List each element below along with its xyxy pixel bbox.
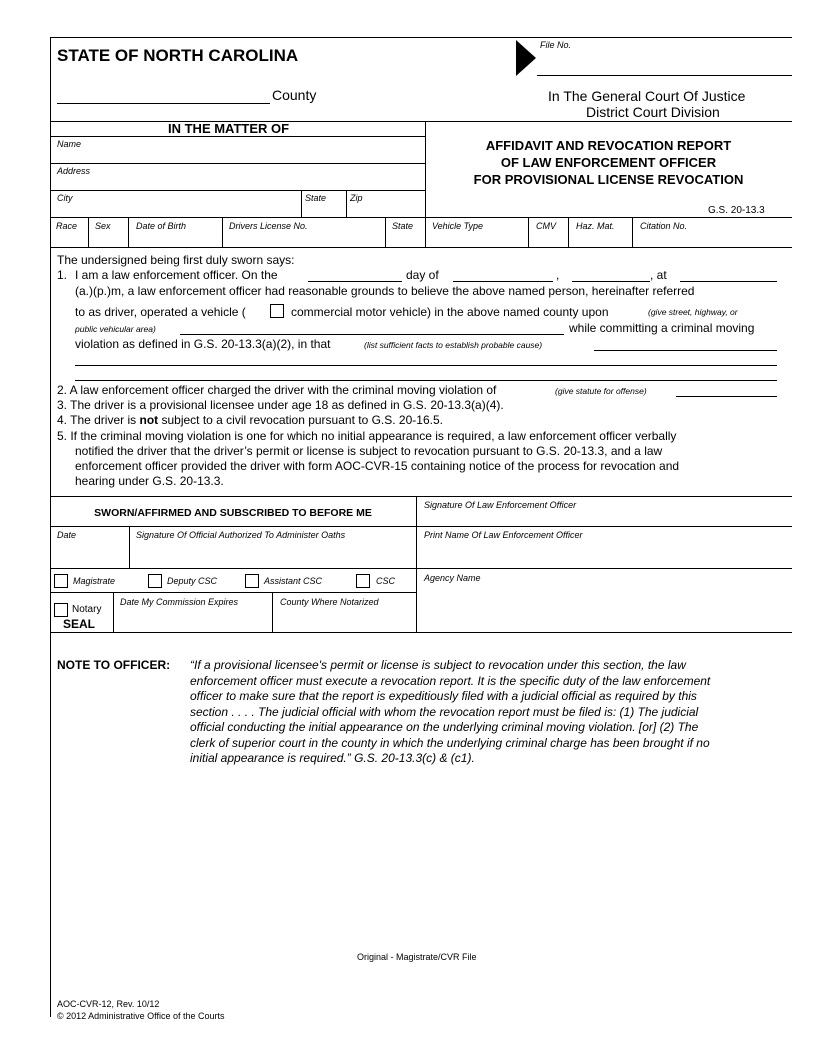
p1-text-a: I am a law enforcement officer. On the	[75, 268, 278, 282]
left-border	[50, 37, 51, 1017]
facts-field-2[interactable]	[75, 365, 777, 366]
city-label: City	[57, 193, 73, 203]
print-name-label: Print Name Of Law Enforcement Officer	[424, 530, 583, 540]
p5-line-4: hearing under G.S. 20-13.3.	[75, 474, 224, 488]
assistant-csc-label: Assistant CSC	[264, 576, 323, 586]
divider	[113, 592, 114, 632]
file-no-arrow-icon	[516, 40, 536, 76]
statute-ref: G.S. 20-13.3	[708, 205, 765, 216]
divider	[50, 163, 425, 164]
p1-text-i: violation as defined in G.S. 20-13.3(a)(2), in that	[75, 337, 331, 351]
divider	[50, 247, 792, 248]
p1-number: 1.	[57, 268, 68, 282]
csc-checkbox[interactable]	[356, 574, 370, 588]
zip-label: Zip	[350, 193, 363, 203]
p1-text-h: while committing a criminal moving	[569, 321, 755, 335]
csc-label: CSC	[376, 576, 396, 586]
p1-hint-i: (list sufficient facts to establish probable cause)	[364, 340, 543, 350]
state-label: State	[305, 193, 327, 203]
day-field[interactable]	[308, 281, 402, 282]
divider	[50, 568, 416, 569]
county-field[interactable]	[57, 103, 270, 104]
address-label: Address	[57, 166, 91, 176]
p5-line-2: notified the driver that the driver’s permit or license is subject to revocation pursuant to G.S. 20-13.3, and a law	[75, 444, 663, 458]
p4-text-a: 4. The driver is	[57, 413, 140, 427]
p1-hint-h: public vehicular area)	[75, 324, 156, 334]
notary-label: Notary	[72, 604, 102, 615]
magistrate-label: Magistrate	[73, 576, 116, 586]
assistant-csc-checkbox[interactable]	[245, 574, 259, 588]
report-title-line-1: AFFIDAVIT AND REVOCATION REPORT	[485, 138, 732, 153]
sig-official-label: Signature Of Official Authorized To Administer Oaths	[136, 530, 346, 540]
state-title: STATE OF NORTH CAROLINA	[57, 46, 299, 65]
note-line-3: officer to make sure that the report is expeditiously filed with a judicial official as required by this	[190, 689, 697, 703]
file-no-label: File No.	[540, 40, 572, 50]
commission-label: Date My Commission Expires	[120, 597, 239, 607]
divider	[129, 526, 130, 568]
notary-checkbox[interactable]	[54, 603, 68, 617]
month-field[interactable]	[453, 281, 553, 282]
agency-label: Agency Name	[424, 573, 481, 583]
facts-field-1[interactable]	[594, 350, 777, 351]
divider	[416, 496, 417, 632]
year-field[interactable]	[572, 281, 650, 282]
divider	[416, 526, 792, 527]
p3-text: 3. The driver is a provisional licensee under age 18 as defined in G.S. 20-13.3(a)(4).	[57, 398, 504, 412]
location-field[interactable]	[180, 334, 564, 335]
note-label: NOTE TO OFFICER:	[57, 658, 171, 672]
form-number: AOC-CVR-12, Rev. 10/12	[57, 999, 160, 1009]
p1-hint-g: (give street, highway, or	[648, 307, 738, 317]
divider	[50, 632, 792, 633]
top-border	[50, 37, 792, 38]
cmv-label: CMV	[536, 221, 556, 231]
divider	[416, 568, 792, 569]
divider	[50, 217, 792, 218]
file-no-field[interactable]	[537, 75, 792, 76]
license-state-label: State	[392, 221, 414, 231]
p1-text-f: to as driver, operated a vehicle (	[75, 305, 246, 319]
citation-label: Citation No.	[640, 221, 688, 231]
p1-text-c: ,	[556, 268, 560, 282]
note-line-1: “If a provisional licensee's permit or license is subject to revocation under this section, the law	[190, 658, 686, 672]
dob-label: Date of Birth	[136, 221, 187, 231]
divider	[301, 190, 302, 217]
date-label: Date	[57, 530, 77, 540]
intro-text: The undersigned being first duly sworn says:	[57, 253, 295, 267]
seal-label: SEAL	[63, 617, 96, 631]
divider	[528, 217, 529, 247]
p4-text-b: not	[139, 413, 159, 427]
p4-text-c: subject to a civil revocation pursuant to G.S. 20-16.5.	[158, 413, 443, 427]
p2-text: 2. A law enforcement officer charged the driver with the criminal moving violation of	[57, 383, 497, 397]
vehicle-type-label: Vehicle Type	[432, 221, 484, 231]
p4-text	[57, 413, 443, 427]
divider	[632, 217, 633, 247]
matter-title: IN THE MATTER OF	[168, 121, 290, 136]
divider	[50, 121, 792, 122]
offense-field[interactable]	[676, 396, 777, 397]
deputy-csc-checkbox[interactable]	[148, 574, 162, 588]
hazmat-label: Haz. Mat.	[576, 221, 615, 231]
note-line-4: section . . . . The judicial official with whom the revocation report must be filed is: (1) The judicial	[190, 705, 699, 719]
divider	[272, 592, 273, 632]
sworn-title: SWORN/AFFIRMED AND SUBSCRIBED TO BEFORE ME	[94, 507, 372, 519]
race-label: Race	[56, 221, 78, 231]
name-label: Name	[57, 139, 82, 149]
sex-label: Sex	[95, 221, 111, 231]
note-line-2: enforcement officer must execute a revocation report. It is the specific duty of the law enforcement	[190, 674, 711, 688]
p1-text-g: commercial motor vehicle) in the above named county upon	[291, 305, 609, 319]
court-line-1: In The General Court Of Justice	[548, 88, 746, 104]
divider	[346, 190, 347, 217]
divider	[128, 217, 129, 247]
p1-text-e: (a.)(p.)m, a law enforcement officer had reasonable grounds to believe the above named person, hereinafter referred	[75, 284, 695, 298]
report-title-line-2: OF LAW ENFORCEMENT OFFICER	[500, 155, 717, 170]
report-title-line-3: FOR PROVISIONAL LICENSE REVOCATION	[473, 172, 744, 187]
divider	[50, 592, 416, 593]
p1-text-d: , at	[650, 268, 667, 282]
divider	[50, 496, 792, 497]
p5-line-3: enforcement officer provided the driver with form AOC-CVR-15 containing notice of the process for revocation and	[75, 459, 680, 473]
note-line-5: official conducting the initial appearance on the underlying criminal moving violation. [or] (2) The	[190, 720, 699, 734]
divider	[385, 217, 386, 247]
divider	[222, 217, 223, 247]
cmv-checkbox[interactable]	[270, 304, 284, 318]
deputy-csc-label: Deputy CSC	[167, 576, 218, 586]
license-label: Drivers License No.	[229, 221, 308, 231]
county-notarized-label: County Where Notarized	[280, 597, 379, 607]
p2-hint: (give statute for offense)	[555, 386, 647, 396]
sig-officer-label: Signature Of Law Enforcement Officer	[424, 500, 577, 510]
distribution-text: Original - Magistrate/CVR File	[357, 952, 477, 962]
copyright: © 2012 Administrative Office of the Courts	[57, 1011, 225, 1021]
divider	[50, 526, 416, 527]
magistrate-checkbox[interactable]	[54, 574, 68, 588]
court-line-2: District Court Division	[586, 104, 720, 120]
divider	[88, 217, 89, 247]
divider	[50, 190, 425, 191]
p5-line-1: 5. If the criminal moving violation is one for which no initial appearance is required, a law enforcement officer verbally	[57, 429, 677, 443]
divider	[50, 136, 425, 137]
note-line-6: clerk of superior court in the county in which the underlying criminal charge has been brought if no	[190, 736, 710, 750]
facts-field-3[interactable]	[75, 380, 777, 381]
county-label: County	[272, 87, 317, 103]
divider	[568, 217, 569, 247]
note-line-7: initial appearance is required.” G.S. 20-13.3(c) & (c1).	[190, 751, 475, 765]
p1-text-b: day of	[406, 268, 439, 282]
time-field[interactable]	[680, 281, 777, 282]
